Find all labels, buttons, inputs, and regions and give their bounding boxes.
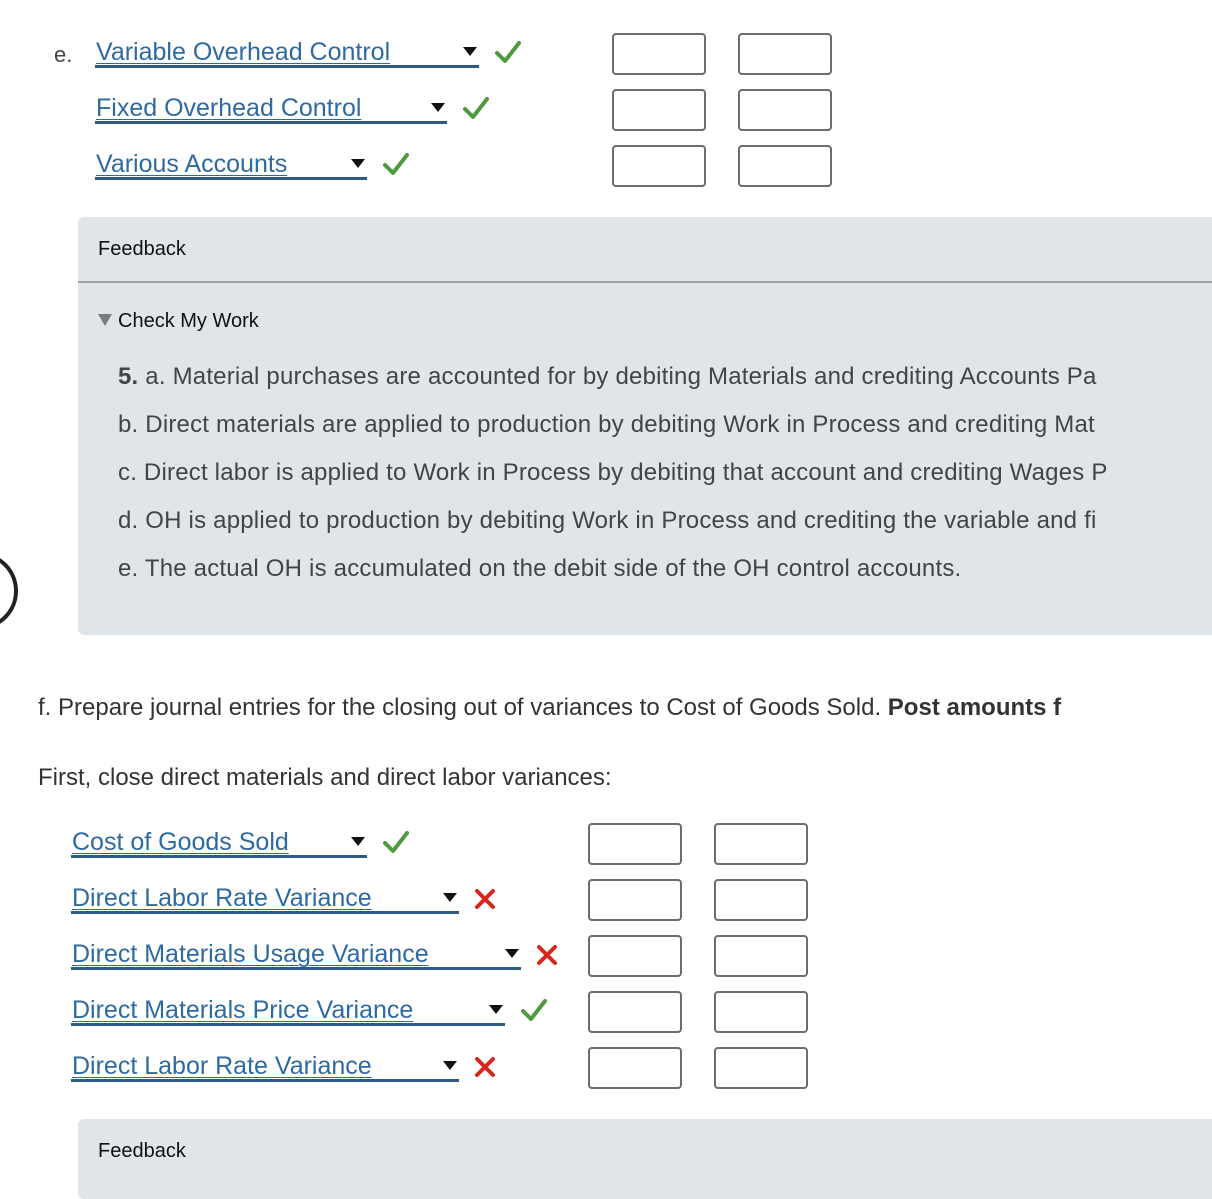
debit-amount-input[interactable] [588,991,682,1033]
select-value: Direct Materials Usage Variance [72,940,429,968]
feedback-line: e. The actual OH is accumulated on the debit side of the OH control accounts. [118,555,962,582]
chevron-down-icon [351,837,365,846]
part-e-account-select-3[interactable] [95,148,367,180]
credit-amount-input[interactable] [714,1047,808,1089]
select-value: Cost of Goods Sold [72,828,289,856]
chevron-down-icon [463,47,477,56]
x-mark-icon [472,886,500,914]
part-e-letter: e. [54,42,73,67]
instruction-bold-text: Post amounts f [887,694,1062,721]
triangle-down-icon [98,314,112,326]
check-my-work-toggle[interactable] [98,310,298,334]
x-mark-icon [472,1054,500,1082]
credit-amount-input[interactable] [714,879,808,921]
credit-amount-input[interactable] [714,991,808,1033]
part-f-account-select-4[interactable] [71,994,505,1026]
feedback-text: a. Material purchases are accounted for by debiting Materials and crediting Accounts Pa [138,363,1097,390]
credit-amount-input[interactable] [714,935,808,977]
debit-amount-input[interactable] [612,33,706,75]
credit-amount-input[interactable] [738,145,832,187]
chevron-down-icon [489,1005,503,1014]
chevron-down-icon [431,103,445,112]
debit-amount-input[interactable] [588,935,682,977]
feedback-panel [78,217,1212,635]
checkmark-icon [494,38,522,66]
chevron-down-icon [443,893,457,902]
checkmark-icon [520,996,548,1024]
select-value: Direct Labor Rate Variance [72,1052,372,1080]
check-my-work-label: Check My Work [118,310,259,332]
feedback-question-number: 5. [118,363,139,390]
part-f-account-select-1[interactable] [71,826,367,858]
feedback-line: c. Direct labor is applied to Work in Process by debiting that account and crediting Wages P [118,459,1108,486]
feedback-line [118,363,1097,391]
part-f-subheading: First, close direct materials and direct labor variances: [38,764,612,791]
credit-amount-input[interactable] [738,33,832,75]
debit-amount-input[interactable] [612,145,706,187]
select-value: Variable Overhead Control [96,38,391,66]
part-f-account-select-3[interactable] [71,938,521,970]
feedback-title: Feedback [98,238,186,260]
part-f-instruction [38,694,1061,722]
select-value: Direct Labor Rate Variance [72,884,372,912]
debit-amount-input[interactable] [588,879,682,921]
part-e-account-select-2[interactable] [95,92,447,124]
part-f-account-select-2[interactable] [71,882,459,914]
checkmark-icon [382,828,410,856]
select-value: Direct Materials Price Variance [72,996,414,1024]
part-e-account-select-1[interactable] [95,36,479,68]
select-value: Fixed Overhead Control [96,94,362,122]
instruction-text: f. Prepare journal entries for the closing out of variances to Cost of Goods Sold. [38,694,888,721]
checkmark-icon [382,150,410,178]
feedback-panel [78,1119,1212,1199]
x-mark-icon [534,942,562,970]
credit-amount-input[interactable] [714,823,808,865]
debit-amount-input[interactable] [588,823,682,865]
chevron-down-icon [505,949,519,958]
edge-circle-decoration [0,552,18,630]
feedback-title: Feedback [98,1140,186,1162]
debit-amount-input[interactable] [588,1047,682,1089]
debit-amount-input[interactable] [612,89,706,131]
chevron-down-icon [351,159,365,168]
checkmark-icon [462,94,490,122]
chevron-down-icon [443,1061,457,1070]
feedback-divider [78,281,1212,283]
credit-amount-input[interactable] [738,89,832,131]
part-f-account-select-5[interactable] [71,1050,459,1082]
feedback-line: b. Direct materials are applied to production by debiting Work in Process and crediting Mat [118,411,1095,438]
select-value: Various Accounts [96,150,288,178]
feedback-line: d. OH is applied to production by debiting Work in Process and crediting the variable and fi [118,507,1097,534]
